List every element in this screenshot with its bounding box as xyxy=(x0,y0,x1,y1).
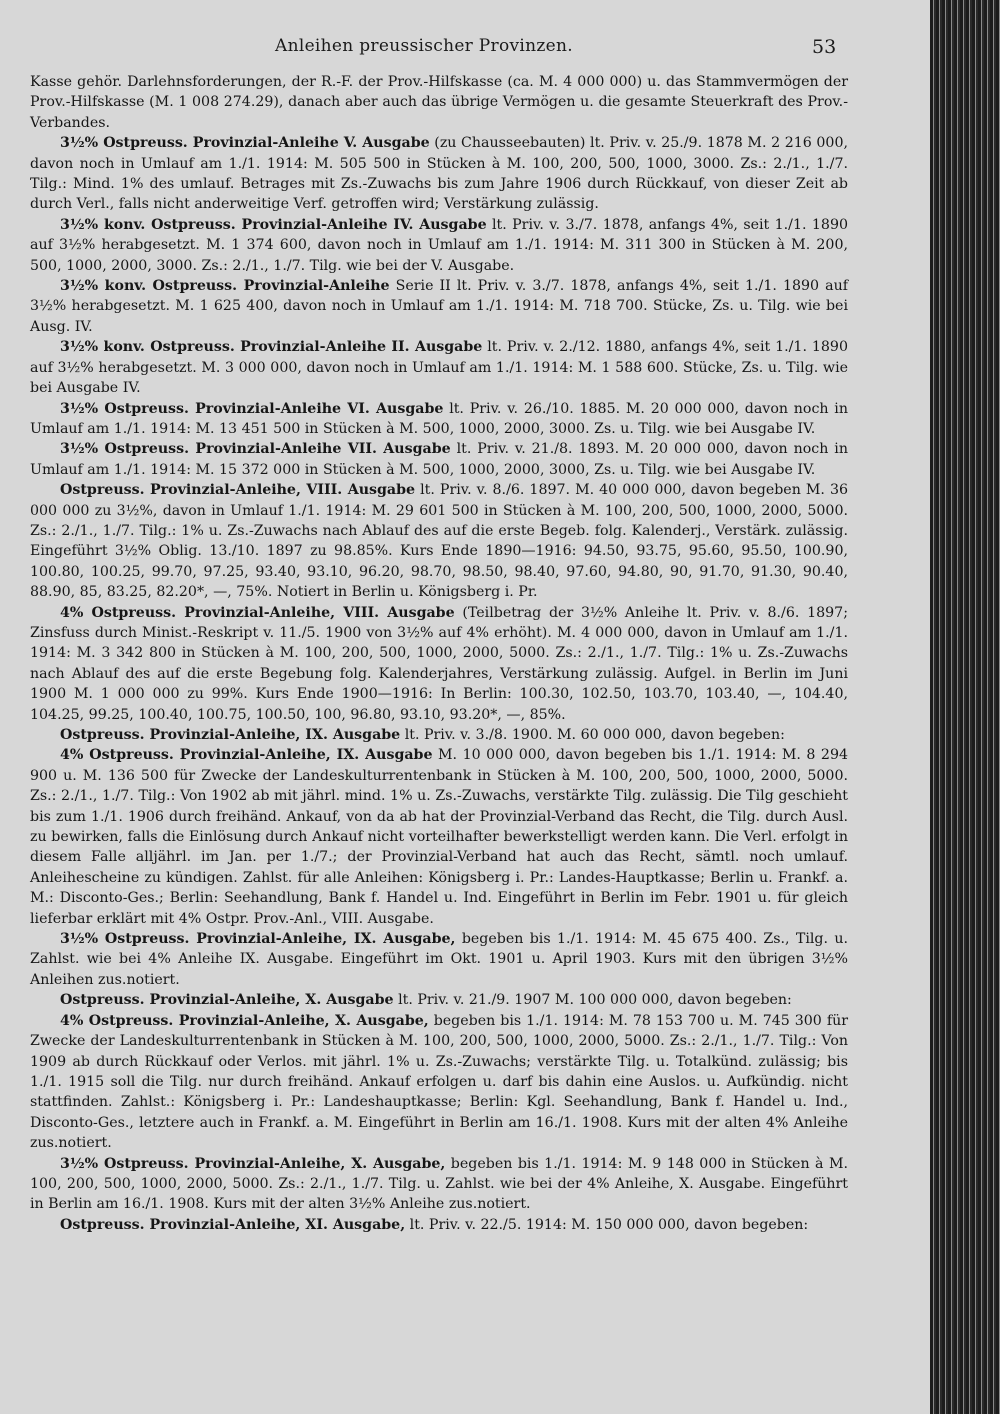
entry xyxy=(30,72,848,133)
page-number: 53 xyxy=(812,36,837,58)
entry-heading: 4% Ostpreuss. Provinzial-Anleihe, VIII. Ausgabe xyxy=(60,604,455,621)
entry-text: begeben bis 1./1. 1914: M. 9 148 000 in Stücken à M. 100, 200, 500, 1000, 2000, 5000. Zs.: 2./1., 1./7. Tilg. u. Zahlst. wie bei der 4% Anleihe, X. Ausgabe. Eingeführt in Berlin am 16./1. 1908. Kurs mit der alten 3½% Anleihe zus.notiert. xyxy=(30,1155,848,1213)
entry xyxy=(30,1011,848,1154)
entry-text: lt. Priv. v. 26./10. 1885. M. 20 000 000, davon noch in Umlauf am 1./1. 1914: M. 13 451 500 in Stücken à M. 500, 1000, 2000, 3000. Zs. u. Tilg. wie bei Ausgabe IV. xyxy=(30,400,848,437)
entry-text: (zu Chausseebauten) lt. Priv. v. 25./9. 1878 M. 2 216 000, davon noch in Umlauf am 1./1. 1914: M. 505 500 in Stücken à M. 100, 200, 500, 1000, 3000. Zs.: 2./1., 1./7. Tilg.: Mind. 1% des umlauf. Betrages mit Zs.-Zuwachs bis zum Jahre 1906 durch Rückkauf, von dieser Zeit ab durch Verl., falls nicht anderweitige Verf. getroffen wird; Verstärkung zulässig. xyxy=(30,135,848,213)
entry-text: lt. Priv. v. 21./8. 1893. M. 20 000 000, davon noch in Umlauf am 1./1. 1914: M. 15 372 000 in Stücken à M. 500, 1000, 2000, 3000, Zs. u. Tilg. wie bei Ausgabe IV. xyxy=(30,441,848,478)
entry-text: begeben bis 1./1. 1914: M. 78 153 700 u. M. 745 300 für Zwecke der Landeskulturrentenbank in Stücken à M. 100, 200, 500, 1000, 2000, 5000. Zs.: 2./1., 1./7. Tilg.: Von 1909 ab durch Rückkauf oder Verlos. mit jährl. 1% u. Zs.-Zuwachs; verstärkte Tilg. u. Totalkünd. zulässig; bis 1./1. 1915 soll die Tilg. nur durch freihänd. Ankauf erfolgen u. darf bis dahin eine Auslos. u. Aufkündig. nicht stattfinden. Zahlst.: Königsberg i. Pr.: Landeshauptkasse; Berlin: Kgl. Seehandlung, Bank f. Handel u. Ind., Disconto-Ges., letztere auch in Frankf. a. M. Eingeführt in Berlin am 16./1. 1908. Kurs mit der alten 4% Anleihe zus.notiert. xyxy=(30,1012,848,1152)
entry-text: lt. Priv. v. 3./8. 1900. M. 60 000 000, davon begeben: xyxy=(400,727,785,743)
entry-heading: 3½% Ostpreuss. Provinzial-Anleihe, X. Ausgabe, xyxy=(60,1155,446,1172)
entry-text: M. 10 000 000, davon begeben bis 1./1. 1914: M. 8 294 900 u. M. 136 500 für Zwecke der Landeskulturrentenbank in Stücken à M. 100, 200, 500, 1000, 2000, 5000. Zs.: 2./1., 1./7. Tilg.: Von 1902 ab mit jährl. mind. 1% u. Zs.-Zuwachs, verstärkte Tilg. zulässig. Die Tilg geschieht bis zum 1./1. 1906 durch freihänd. Ankauf, von da ab hat der Provinzial-Verband das Recht, die Tilg. durch Ausl. zu bewirken, falls die Einlösung durch Ankauf nicht vorteilhafter bewerkstelligt werden kann. Die Verl. erfolgt in diesem Falle alljährl. im Jan. per 1./7.; der Provinzial-Verband hat auch das Recht, sämtl. noch umlauf. Anleihescheine zu kündigen. Zahlst. für alle Anleihen: Königsberg i. Pr.: Landes-Hauptkasse; Berlin u. Frankf. a. M.: Disconto-Ges.; Berlin: Seehandlung, Bank f. Handel u. Ind. Eingeführt in Berlin im Febr. 1901 u. für gleich lieferbar erklärt mit 4% Ostpr. Prov.-Anl., VIII. Ausgabe. xyxy=(30,747,849,927)
entry-text: (Teilbetrag der 3½% Anleihe lt. Priv. v. 8./6. 1897; Zinsfuss durch Minist.-Reskript v. 11./5. 1900 von 3½% auf 4% erhöht). M. 4 000 000, davon in Umlauf am 1./1. 1914: M. 3 342 800 in Stücken à M. 100, 200, 500, 1000, 2000, 5000. Zs.: 2./1., 1./7. Tilg.: 1% u. Zs.-Zuwachs nach Ablauf des auf die erste Begebung folg. Kalenderjahres, Verstärkung zulässig. Aufgel. in Berlin im Juni 1900 M. 1 000 000 zu 99%. Kurs Ende 1900—1916: In Berlin: 100.30, 102.50, 103.70, 103.40, —, 104.40, 104.25, 99.25, 100.40, 100.75, 100.50, 100, 96.80, 93.10, 93.20*, —, 85%. xyxy=(30,604,848,723)
entry-heading: 3½% Ostpreuss. Provinzial-Anleihe, IX. Ausgabe, xyxy=(60,931,456,948)
entry xyxy=(30,745,848,929)
entry xyxy=(30,337,848,398)
entry-heading: 3½% Ostpreuss. Provinzial-Anleihe V. Ausgabe xyxy=(60,135,430,152)
entry-heading: 3½% konv. Ostpreuss. Provinzial-Anleihe xyxy=(60,278,390,295)
entry-text: Serie II lt. Priv. v. 3./7. 1878, anfangs 4%, seit 1./1. 1890 auf 3½% herabgesetzt. M. 1 625 400, davon noch in Umlauf am 1./1. 1914: M. 718 700. Stücke, Zs. u. Tilg. wie bei Ausg. IV. xyxy=(30,278,848,335)
entry xyxy=(30,215,848,276)
entry-heading: 4% Ostpreuss. Provinzial-Anleihe, IX. Ausgabe xyxy=(60,747,433,764)
entry-heading: 3½% konv. Ostpreuss. Provinzial-Anleihe II. Ausgabe xyxy=(60,339,483,356)
entry-text: lt. Priv. v. 21./9. 1907 M. 100 000 000, davon begeben: xyxy=(393,992,792,1009)
entry xyxy=(30,133,848,215)
entry xyxy=(30,990,848,1010)
entry-text: lt. Priv. v. 22./5. 1914: M. 150 000 000, davon begeben: xyxy=(405,1216,809,1233)
entry xyxy=(30,1154,848,1215)
entry-heading: 3½% Ostpreuss. Provinzial-Anleihe VII. Ausgabe xyxy=(60,441,451,458)
entry xyxy=(30,603,848,725)
entry xyxy=(30,725,848,745)
entry xyxy=(30,929,848,990)
entry-heading: 3½% Ostpreuss. Provinzial-Anleihe VI. Ausgabe xyxy=(60,400,444,417)
entry-text: lt. Priv. v. 2./12. 1880, anfangs 4%, seit 1./1. 1890 auf 3½% herabgesetzt. M. 3 000 000, davon noch in Umlauf am 1./1. 1914: M. 1 588 600. Stücke, Zs. u. Tilg. wie bei Ausgabe IV. xyxy=(30,339,848,397)
entry-heading: Ostpreuss. Provinzial-Anleihe, IX. Ausgabe xyxy=(60,727,401,743)
entry-text: lt. Priv. v. 8./6. 1897. M. 40 000 000, davon begeben M. 36 000 000 zu 3½%, davon in Umlauf 1./1. 1914: M. 29 601 500 in Stücken à M. 100, 200, 500, 1000, 2000, 5000. Zs.: 2./1., 1./7. Tilg.: 1% u. Zs.-Zuwachs nach Ablauf des auf die erste Begeb. folg. Kalenderj., Verstärk. zulässig. Eingeführt 3½% Oblig. 13./10. 1897 zu 98.85%. Kurs Ende 1890—1916: 94.50, 93.75, 95.60, 95.50, 100.90, 100.80, 100.25, 99.70, 97.25, 93.40, 93.10, 96.20, 98.70, 98.50, 98.40, 97.60, 94.80, 90, 91.70, 91.30, 90.40, 88.90, 85, 83.25, 82.20*, —, 75%. Notiert in Berlin u. Königsberg i. Pr. xyxy=(30,482,849,601)
entry-heading: Ostpreuss. Provinzial-Anleihe, XI. Ausgabe, xyxy=(60,1216,406,1233)
book-page-edges xyxy=(930,0,1000,1414)
entry xyxy=(30,276,848,337)
entry-heading: Ostpreuss. Provinzial-Anleihe, X. Ausgabe xyxy=(60,992,394,1009)
entry xyxy=(30,1215,848,1235)
page-body xyxy=(30,72,848,1235)
page-title: Anleihen preussischer Provinzen. xyxy=(275,36,573,56)
entry-heading: 4% Ostpreuss. Provinzial-Anleihe, X. Ausgabe, xyxy=(60,1012,429,1029)
entry-text: lt. Priv. v. 3./7. 1878, anfangs 4%, seit 1./1. 1890 auf 3½% herabgesetzt. M. 1 374 600, davon noch in Umlauf am 1./1. 1914: M. 311 300 in Stücken à M. 200, 500, 1000, 2000, 3000. Zs.: 2./1., 1./7. Tilg. wie bei der V. Ausgabe. xyxy=(30,216,848,274)
entry-heading: Ostpreuss. Provinzial-Anleihe, VIII. Ausgabe xyxy=(60,482,416,499)
entry xyxy=(30,480,848,602)
entry-text: begeben bis 1./1. 1914: M. 45 675 400. Zs., Tilg. u. Zahlst. wie bei 4% Anleihe IX. Ausgabe. Eingeführt im Okt. 1901 u. April 1903. Kurs mit den übrigen 3½% Anleihen zus.notiert. xyxy=(30,931,848,988)
entry xyxy=(30,399,848,440)
entry-text: Kasse gehör. Darlehnsforderungen, der R.-F. der Prov.-Hilfskasse (ca. M. 4 000 000) u. das Stammvermögen der Prov.-Hilfskasse (M. 1 008 274.29), danach aber auch das übrige Vermögen u. die gesamte Steuerkraft des Prov.-Verbandes. xyxy=(30,74,848,131)
entry-heading: 3½% konv. Ostpreuss. Provinzial-Anleihe IV. Ausgabe xyxy=(60,216,487,233)
entry xyxy=(30,439,848,480)
page-header xyxy=(0,36,900,60)
